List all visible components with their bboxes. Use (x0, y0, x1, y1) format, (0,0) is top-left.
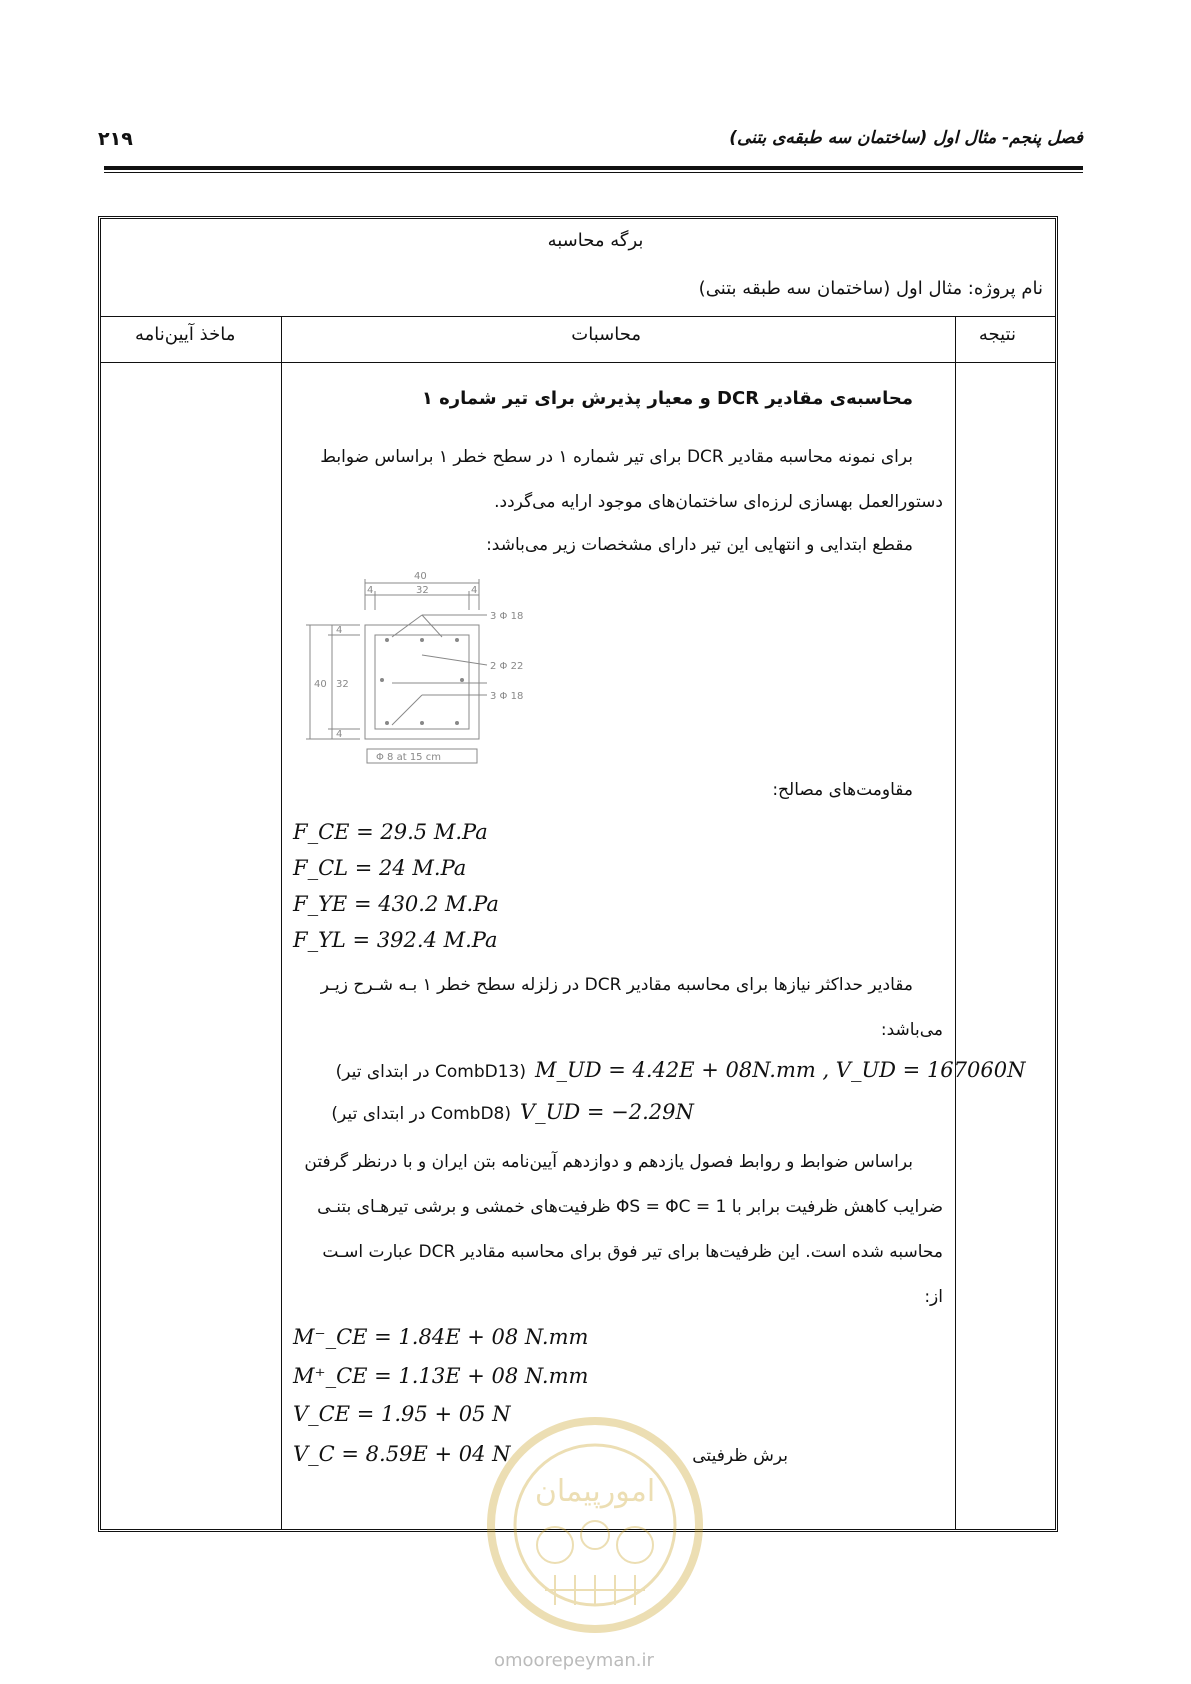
dim-height-inner: 32 (336, 679, 349, 690)
demand-1-label: (CombD13 در ابتدای تیر) (335, 1062, 526, 1082)
eq-fce: F_CE = 29.5 M.Pa (293, 820, 488, 844)
dim-width-inner: 32 (416, 585, 429, 596)
shear-capacity-label: برش ظرفیتی (692, 1446, 788, 1466)
table-header-top-rule (101, 316, 1055, 317)
column-divider-left (281, 316, 282, 1529)
eq-demand-1: M_UD = 4.42E + 08N.mm , V_UD = 167060N (535, 1058, 1026, 1082)
paragraph-2: مقطع ابتدایی و انتهایی این تیر دارای مشخصات زیر می‌باشد: (486, 535, 913, 555)
watermark-logo (475, 1415, 715, 1635)
column-header-result: نتیجه (978, 324, 1016, 345)
eq-demand-2: V_UD = −2.29N (520, 1100, 694, 1124)
chapter-title: فصل پنجم- مثال اول (ساختمان سه طبقه‌ی بتنی) (729, 128, 1083, 148)
paragraph-3-line-1: مقادیر حداکثر نیازها برای محاسبه مقادیر DCR در زلزله سطح خطر ۱ بـه شـرح زیـر (320, 975, 913, 995)
demand-2-label: (CombD8 در ابتدای تیر) (331, 1104, 511, 1124)
label-top-bars: 3 Φ 18 (490, 611, 524, 622)
eq-fyl: F_YL = 392.4 M.Pa (293, 928, 498, 952)
paragraph-1-line-1: برای نمونه محاسبه مقادیر DCR برای تیر شماره ۱ در سطح خطر ۱ براساس ضوابط (320, 447, 913, 467)
header-rule-thin (104, 172, 1083, 173)
label-bottom-bars: 3 Φ 18 (490, 691, 524, 702)
paragraph-3-line-2: می‌باشد: (880, 1020, 943, 1040)
sheet-title: برگه محاسبه (547, 230, 644, 251)
header-rule (104, 166, 1083, 170)
eq-vce: V_CE = 1.95 + 05 N (293, 1402, 511, 1426)
label-stirrups: Φ 8 at 15 cm (376, 752, 441, 763)
column-divider-right (955, 316, 956, 1529)
eq-mce-pos: M⁺_CE = 1.13E + 08 N.mm (293, 1364, 589, 1388)
eq-fye: F_YE = 430.2 M.Pa (293, 892, 499, 916)
eq-mce-neg: M⁻_CE = 1.84E + 08 N.mm (293, 1325, 589, 1349)
project-name: نام پروژه: مثال اول (ساختمان سه طبقه بتنی) (698, 278, 1043, 299)
eq-fcl: F_CL = 24 M.Pa (293, 856, 467, 880)
paragraph-4-line-3: محاسبه شده است. این ظرفیت‌ها برای تیر فوق برای محاسبه مقادیر DCR عبارت اسـت (322, 1242, 943, 1262)
paragraph-4-line-1: براساس ضوابط و روابط فصول یازدهم و دوازدهم آیین‌نامه بتن ایران و با درنظر گرفتن (304, 1152, 913, 1172)
dim-cover-bottom: 4 (336, 729, 343, 740)
dim-width-total: 40 (414, 571, 427, 582)
eq-vc: V_C = 8.59E + 04 N (293, 1442, 511, 1466)
paragraph-1-line-2: دستورالعمل بهسازی لرزه‌ای ساختمان‌های موجود ارایه می‌گردد. (494, 492, 943, 512)
watermark-site: omoorepeyman.ir (494, 1650, 654, 1671)
dim-cover-left: 4 (367, 585, 374, 596)
paragraph-4-line-4: از: (924, 1287, 943, 1307)
column-header-code-source: ماخذ آیین‌نامه (135, 324, 236, 345)
paragraph-4-line-2: ضرایب کاهش ظرفیت برابر با ΦS = ΦC = 1 ظرفیت‌های خمشی و برشی تیرهـای بتنـی (317, 1197, 943, 1217)
column-header-calculations: محاسبات (571, 324, 641, 345)
beam-section-drawing (292, 565, 552, 765)
dim-cover-top: 4 (336, 625, 343, 636)
dim-height-total: 40 (314, 679, 327, 690)
watermark-logo-text: امورپیمان (534, 1474, 656, 1509)
section-heading: محاسبه‌ی مقادیر DCR و معیار پذیرش برای تیر شماره ۱ (421, 388, 913, 409)
label-mid-bars: 2 Φ 22 (490, 661, 524, 672)
materials-label: مقاومت‌های مصالح: (772, 780, 913, 800)
page-number: ۲۱۹ (98, 128, 133, 150)
table-header-bottom-rule (101, 362, 1055, 363)
dim-cover-right: 4 (471, 585, 478, 596)
